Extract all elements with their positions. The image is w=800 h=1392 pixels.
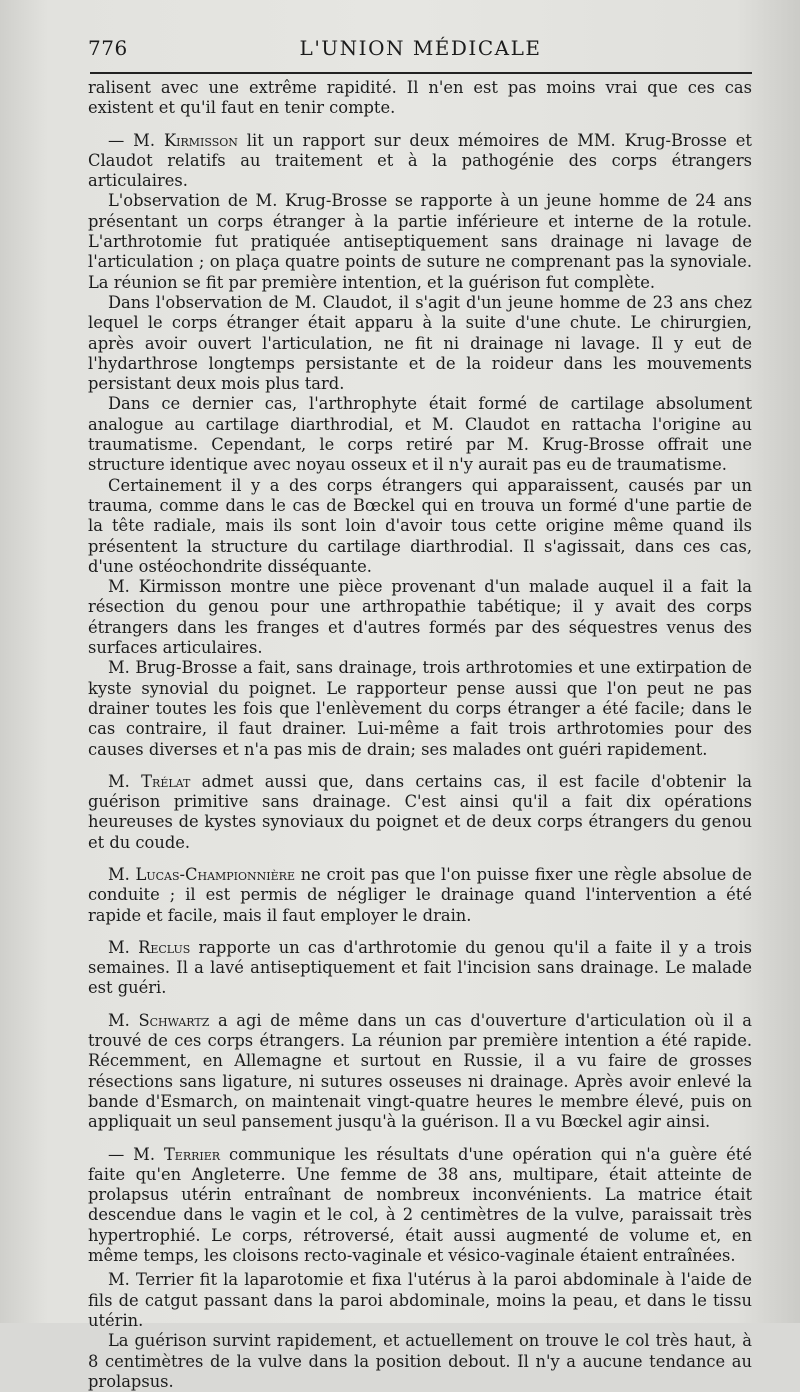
paragraph-trelat: M. Trélat admet aussi que, dans certains cas, il est facile d'obtenir la guérison primitive sans drainage. C'est ainsi qu'il a fait dix opérations heureuses de kystes synoviaux du poignet et de deux corps étrangers du genou et du coude. (88, 771, 752, 852)
paragraph-guerison: La guérison survint rapidement, et actuellement on trouve le col très haut, à 8 centimètres de la vulve dans la position debout. Il n'y a aucune tendance au prolapsus. (88, 1331, 752, 1391)
running-title: L'UNION MÉDICALE (299, 36, 542, 60)
article-body (88, 78, 752, 1392)
header-rule (90, 72, 752, 74)
paragraph-arthrophyte: Dans ce dernier cas, l'arthrophyte était formé de cartilage absolument analogue au cartilage diarthrodial, et M. Claudot en rattacha l'origine au traumatisme. Cependant, le corps retiré par M. Krug-Brosse offrait une structure identique avec noyau osseux et il n'y aurait pas eu de traumatisme. (88, 394, 752, 475)
paragraph-laparotomie: M. Terrier fit la laparotomie et fixa l'utérus à la paroi abdominale à l'aide de fils de catgut passant dans la paroi abdominale, moins la peau, et dans le tissu utérin. (88, 1270, 752, 1330)
speaker-name: Kirmisson (163, 130, 238, 150)
page-header (88, 34, 753, 64)
paragraph-krug-brosse-observation: L'observation de M. Krug-Brosse se rapporte à un jeune homme de 24 ans présentant un corps étranger à la partie inférieure et interne de la rotule. L'arthrotomie fut pratiquée antiseptiquement sans drainage ni lavage de l'articulation ; on plaça quatre points de suture ne comprenant pas la synoviale. La réunion se fit par première intention, et la guérison fut complète. (88, 191, 752, 292)
paragraph-lucas-championniere: M. Lucas-Championnière ne croit pas que l'on puisse fixer une règle absolue de conduite ; il est permis de négliger le drainage quand l'intervention a été rapide et facile, mais il faut employer le drain. (88, 864, 752, 925)
paragraph-kirmisson-piece: M. Kirmisson montre une pièce provenant d'un malade auquel il a fait la résection du genou pour une arthropathie tabétique; il y avait des corps étrangers dans les franges et d'autres formés par des séquestres venus des surfaces articulaires. (88, 577, 752, 658)
paragraph-terrier: — M. Terrier communique les résultats d'une opération qui n'a guère été faite qu'en Angleterre. Une femme de 38 ans, multipare, était atteinte de prolapsus utérin entraînant de nombreux inconvénients. La matrice était descendue dans le vagin et le col, à 2 centimètres de la vulve, paraissait très hypertrophié. Le corps, rétroversé, était aussi augmenté de volume et, en même temps, les cloisons recto-vaginale et vésico-vaginale étaient entraînées. (88, 1144, 752, 1266)
speaker-name: Reclus (138, 937, 191, 957)
paragraph-continuation: ralisent avec une extrême rapidité. Il n'en est pas moins vrai que ces cas existent et qu'il faut en tenir compte. (88, 78, 752, 118)
paragraph-trauma: Certainement il y a des corps étrangers qui apparaissent, causés par un trauma, comme dans le cas de Bœckel qui en trouva un formé d'une partie de la tête radiale, mais ils sont loin d'avoir tous cette origine même quand ils présentent la structure du cartilage diarthrodial. Il s'agissait, dans ces cas, d'une ostéochondrite disséquante. (88, 475, 752, 576)
paragraph-claudot-observation: Dans l'observation de M. Claudot, il s'agit d'un jeune homme de 23 ans chez lequel le corps étranger était apparu à la suite d'une chute. Le chirurgien, après avoir ouvert l'articulation, ne fit ni drainage ni lavage. Il y eut de l'hydarthrose longtemps persistante et de la roideur dans les mouvements persistant deux mois plus tard. (88, 292, 752, 394)
speaker-name: Schwartz (138, 1010, 210, 1030)
paragraph-schwartz: M. Schwartz a agi de même dans un cas d'ouverture d'articulation où il a trouvé de ces corps étrangers. La réunion par première intention a été rapide. Récemment, en Allemagne et surtout en Russie, il a vu faire de grosses résections sans ligature, ni sutures osseuses ni drainage. Après avoir enlevé la bande d'Esmarch, on maintenait vingt-quatre heures le membre élevé, puis on appliquait un seul pansement jusqu'à la guérison. Il a vu Bœckel agir ainsi. (88, 1010, 752, 1132)
page-number: 776 (88, 36, 128, 60)
paragraph-kirmisson-report: — M. Kirmisson lit un rapport sur deux mémoires de MM. Krug-Brosse et Claudot relatifs au traitement et à la pathogénie des corps étrangers articulaires. (88, 130, 752, 191)
speaker-name: Terrier (163, 1144, 221, 1164)
paragraph-reclus: M. Reclus rapporte un cas d'arthrotomie du genou qu'il a faite il y a trois semaines. Il a lavé antiseptiquement et fait l'incision sans drainage. Le malade est guéri. (88, 937, 752, 998)
paragraph-brug-brosse: M. Brug-Brosse a fait, sans drainage, trois arthrotomies et une extirpation de kyste synovial du poignet. Le rapporteur pense aussi que l'on peut ne pas drainer toutes les fois que l'enlèvement du corps étranger a été facile; dans le cas contraire, il faut drainer. Lui-même a fait trois arthrotomies pour des causes diverses et n'a pas mis de drain; ses malades ont guéri rapidement. (88, 658, 752, 759)
speaker-name: Lucas-Championnière (135, 864, 295, 884)
speaker-name: Trélat (141, 771, 191, 791)
